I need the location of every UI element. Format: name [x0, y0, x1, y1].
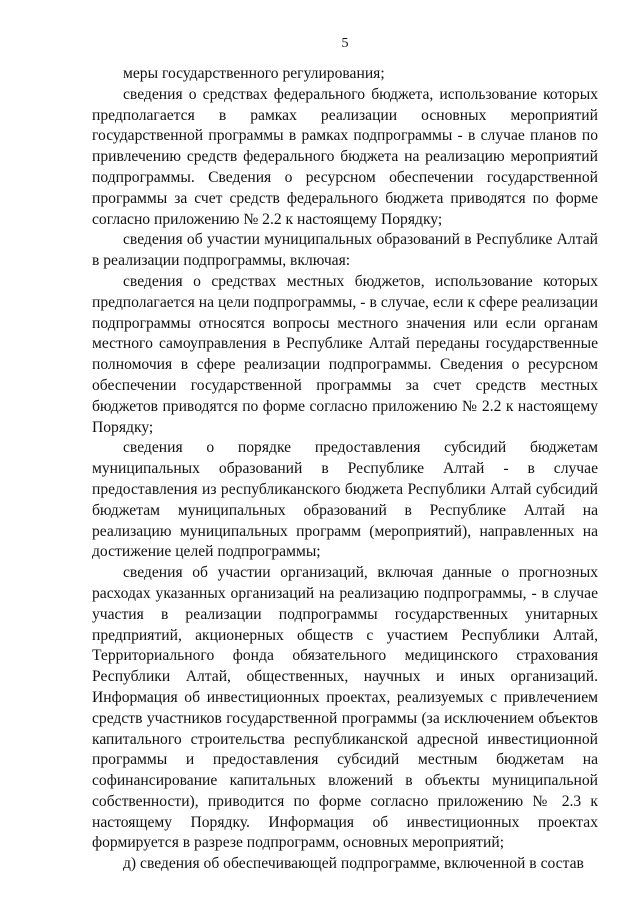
document-page	[92, 34, 598, 875]
paragraph-regulation-measures: меры государственного регулирования;	[123, 65, 385, 82]
paragraph-subsidies-procedure: сведения о порядке предоставления субсидий бюджетам муниципальных образований в Республике Алтай - в случае предоставления из республиканского бюджета Республики Алтай субсидий бюджетам муниципальных образований в Республике Алтай на реализацию муниципальных программ (мероприятий), направленных на достижение целей подпрограммы;	[92, 439, 598, 561]
paragraph-local-budgets: сведения о средствах местных бюджетов, использование которых предполагается на цели подпрограммы, - в случае, если к сфере реализации подпрограммы относятся вопросы местного значения или если органам местного самоуправления в Республике Алтай переданы государственные полномочия в сфере реализации подпрограммы. Сведения о ресурсном обеспечении государственной программы за счет средств местных бюджетов приводятся по форме согласно приложению № 2.2 к настоящему Порядку;	[92, 272, 598, 436]
paragraph-municipal-participation: сведения об участии муниципальных образований в Республике Алтай в реализации подпрограммы, включая:	[92, 231, 598, 270]
paragraph-federal-budget: сведения о средствах федерального бюджета, использование которых предполагается в рамках реализации основных мероприятий государственной программы в рамках подпрограммы - в случае планов по привлечению средств федерального бюджета на реализацию мероприятий подпрограммы. Сведения о ресурсном обеспечении государственной программы за счет средств федерального бюджета приводятся по форме согласно приложению № 2.2 к настоящему Порядку;	[92, 85, 598, 228]
paragraph-organizations-participation: сведения об участии организаций, включая данные о прогнозных расходах указанных организаций на реализацию подпрограммы, - в случае участия в реализации подпрограммы государственных унитарных предприятий, акционерных обществ с участием Республики Алтай, Территориального фонда обязательного медицинского страхования Республики Алтай, общественных, научных и иных организаций. Информация об инвестиционных проектах, реализуемых с привлечением средств участников государственной программы (за исключением объектов капитального строительства республиканской адресной инвестиционной программы и предоставления субсидий местным бюджетам на софинансирование капитальных вложений в объекты муниципальной собственности), приводится по форме согласно приложению № 2.3 к настоящему Порядку. Информация об инвестиционных проектах формируется в разрезе подпрограмм, основных мероприятий;	[92, 564, 598, 852]
page-number: 5	[341, 36, 349, 51]
paragraph-supporting-subprogram: д) сведения об обеспечивающей подпрограмме, включенной в состав	[123, 855, 584, 873]
